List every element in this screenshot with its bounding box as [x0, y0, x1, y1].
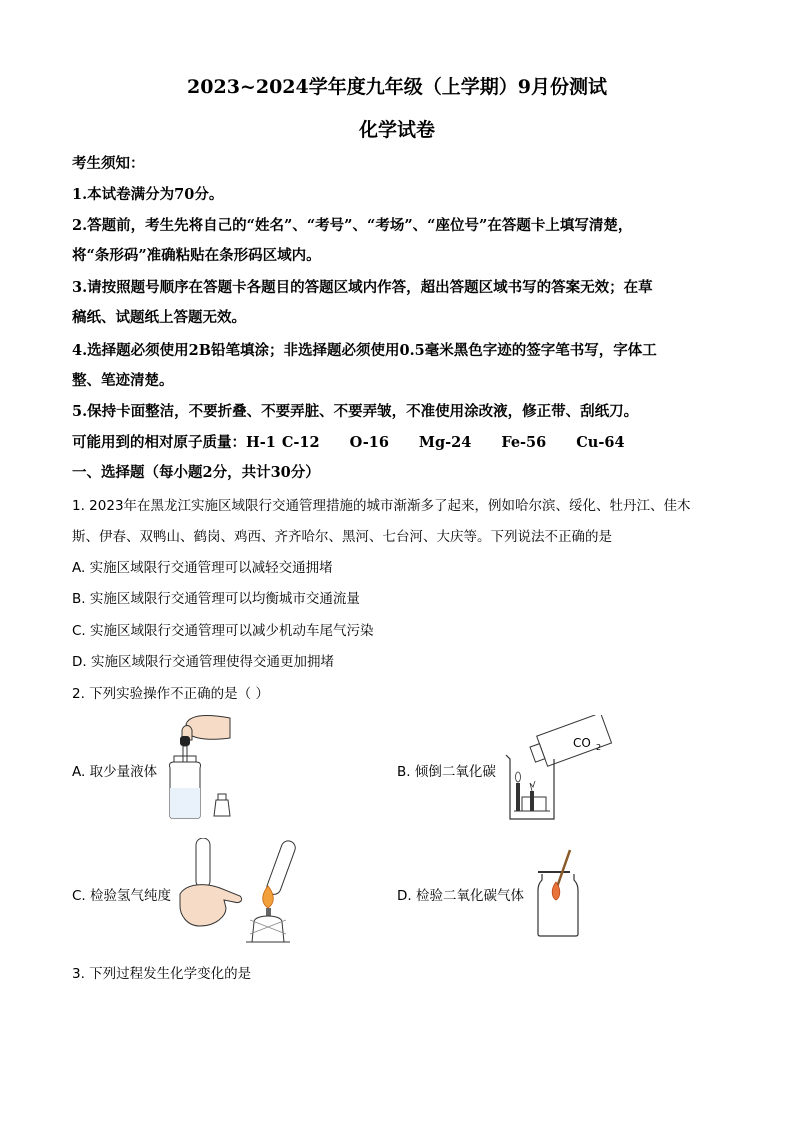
q2-stem: 2. 下列实验操作不正确的是（ ）	[72, 686, 269, 702]
q1-stem-line1: 1. 2023年在黑龙江实施区域限行交通管理措施的城市渐渐多了起来，例如哈尔滨、绥化、牡丹江、佳木	[72, 498, 691, 514]
notice-item-4-cont: 整、笔迹清楚。	[72, 372, 174, 389]
atomic-mass-mg: Mg-24	[418, 434, 472, 451]
notice-item-2-cont: 将“条形码”准确粘贴在条形码区域内。	[72, 247, 321, 264]
notice-item-5: 5.保持卡面整洁，不要折叠、不要弄脏、不要弄皱，不准使用涂改液，修正带、刮纸刀。	[72, 403, 639, 420]
atomic-mass-h: H-1	[246, 434, 276, 451]
page-subtitle: 化学试卷	[358, 119, 435, 141]
q1-option-a: A. 实施区域限行交通管理可以减轻交通拥堵	[72, 560, 333, 576]
q2-option-c: C. 检验氢气纯度	[72, 888, 172, 904]
page-title: 2023~2024学年度九年级（上学期）9月份测试	[187, 76, 607, 98]
co2-subscript: 2	[596, 743, 602, 752]
notice-item-3: 3.请按照题号顺序在答题卡各题目的答题区域内作答，超出答题区域书写的答案无效；在草	[72, 279, 653, 296]
atomic-masses-label: 可能用到的相对原子质量：	[72, 434, 246, 451]
notice-item-2: 2.答题前，考生先将自己的“姓名”、“考号”、“考场”、“座位号”在答题卡上填写清楚，	[72, 217, 633, 234]
notice-item-1: 1.本试卷满分为70分。	[72, 186, 224, 203]
q1-option-c: C. 实施区域限行交通管理可以减少机动车尾气污染	[72, 623, 374, 639]
q3-stem: 3. 下列过程发生化学变化的是	[72, 966, 252, 982]
notice-heading: 考生须知：	[72, 155, 145, 172]
q1-stem-line2: 斯、伊春、双鸭山、鹤岗、鸡西、齐齐哈尔、黑河、七台河、大庆等。下列说法不正确的是	[72, 529, 612, 545]
q1-option-b: B. 实施区域限行交通管理可以均衡城市交通流量	[72, 591, 360, 607]
q2-option-b: B. 倾倒二氧化碳	[397, 764, 496, 780]
hydrogen-purity-test-figure	[176, 838, 306, 950]
pour-co2-figure	[500, 715, 615, 825]
q2-option-a: A. 取少量液体	[72, 764, 158, 780]
co2-label: CO	[573, 736, 591, 750]
q2-option-d: D. 检验二氧化碳气体	[397, 888, 524, 904]
atomic-mass-o: O-16	[349, 434, 389, 451]
q1-option-d: D. 实施区域限行交通管理使得交通更加拥堵	[72, 654, 334, 670]
section-heading: 一、选择题（每小题2分，共计30分）	[72, 464, 320, 481]
atomic-mass-c: C-12	[281, 434, 320, 451]
notice-item-4: 4.选择题必须使用2B铅笔填涂；非选择题必须使用0.5毫米黑色字迹的签字笔书写，字体工	[72, 342, 657, 359]
atomic-masses	[72, 431, 655, 452]
atomic-mass-cu: Cu-64	[576, 434, 625, 451]
co2-test-figure	[530, 846, 590, 940]
atomic-mass-fe: Fe-56	[501, 434, 547, 451]
notice-item-3-cont: 稿纸、试题纸上答题无效。	[72, 309, 246, 326]
dropper-bottle-figure	[158, 712, 238, 822]
